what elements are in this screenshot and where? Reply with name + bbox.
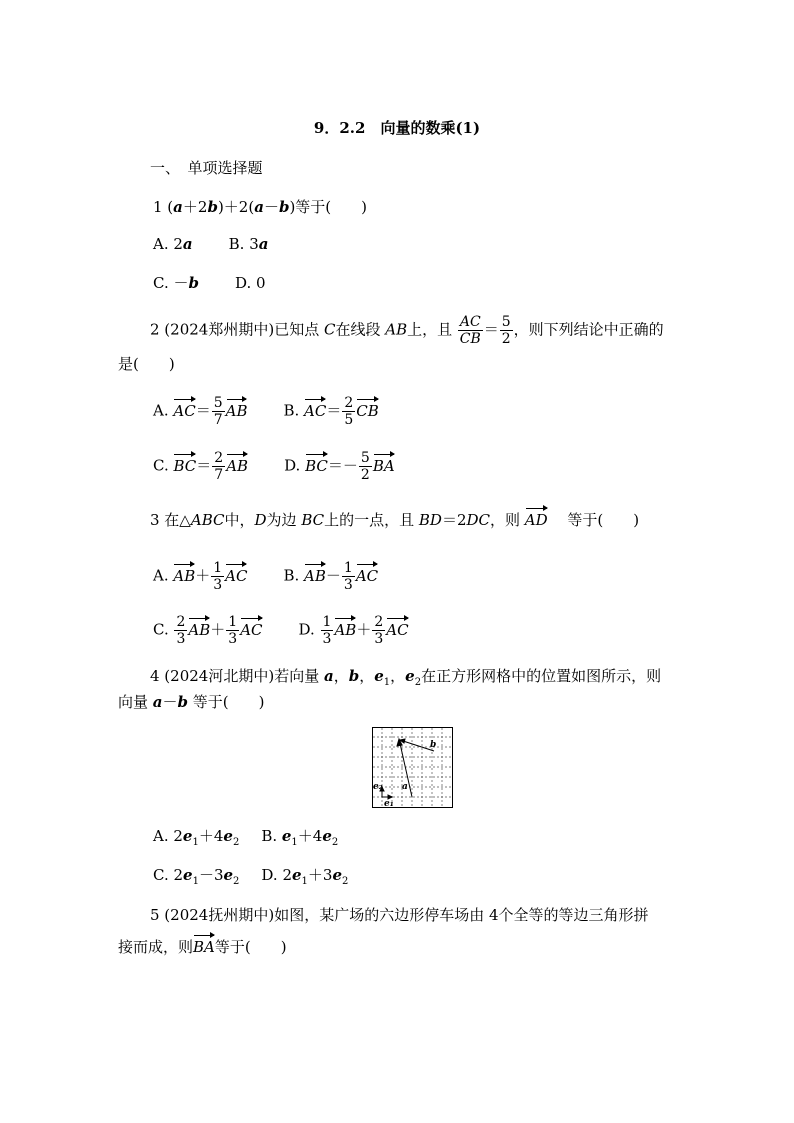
section-heading: 一、 单项选择题 [150, 159, 263, 177]
ratio-value: $\frac{5}{2}$ [501, 314, 511, 347]
question-2-stem: 2 (2024郑州期中)已知点 C在线段 AB上，且 $\frac{AC}{CB}$ ＝ $\frac{5}{2}$ ，则下列结论中正确的 [150, 314, 664, 347]
question-2-options-ab: A. AC＝ $\frac{5}{7}$ AB B. AC＝ $\frac{2}{5}$ CB [153, 395, 379, 428]
page-title: 9．2.2 向量的数乘(1) [313, 119, 481, 137]
question-3-stem: 3 在△ABC中，D为边 BC上的一点，且 BD＝2DC，则 AD 等于( ) [150, 511, 640, 529]
label-e2: e₂ [373, 782, 383, 792]
question-3-options-ab: A. AB＋ $\frac{1}{3}$ AC B. AB－ $\frac{1}{3}$ AC [153, 560, 379, 593]
question-4-options-ab: A. $2e_1+4e_2$ B. $e_1+4e_2$ [153, 827, 339, 848]
question-4-options-cd: C. $2e_1-3e_2$ D. $2e_1+3e_2$ [153, 866, 349, 887]
question-3-options-cd: C. $\frac{2}{3}$ AB＋ $\frac{1}{3}$ AC D. $\frac{1}{3}$ AB＋ $\frac{2}{3}$ AC [153, 614, 409, 647]
question-4-stem-cont: 向量 a－b 等于( ) [118, 693, 265, 711]
ratio-fraction: $\frac{AC}{CB}$ [459, 314, 481, 347]
label-b: b [430, 740, 437, 750]
vector-ad: AD [524, 511, 548, 529]
question-4-stem: 4 (2024河北期中)若向量 a，b，$e_1$，$e_2$在正方形网格中的位置如图所示，则 [150, 667, 662, 688]
label-a: a [402, 782, 408, 792]
square-grid-svg [372, 727, 454, 809]
question-5-stem-cont: 接而成，则BA等于( ) [118, 938, 287, 956]
question-1-stem: 1 (a＋2b)＋2(a－b)等于( ) [153, 198, 368, 216]
question-5-stem: 5 (2024抚州期中)如图，某广场的六边形停车场由 4个全等的等边三角形拼 [150, 906, 649, 924]
question-2-stem-cont: 是( ) [118, 355, 175, 373]
vector-grid-figure [372, 727, 454, 813]
question-1-options-cd: C. －b D. 0 [153, 274, 266, 292]
label-e1: e₁ [384, 799, 394, 809]
question-2-options-cd: C. BC＝ $\frac{2}{7}$ AB D. BC＝－ $\frac{5}{2}$ BA [153, 450, 395, 483]
vector-ba: BA [193, 938, 215, 956]
question-1-options-ab: A. 2a B. 3a [153, 235, 269, 253]
